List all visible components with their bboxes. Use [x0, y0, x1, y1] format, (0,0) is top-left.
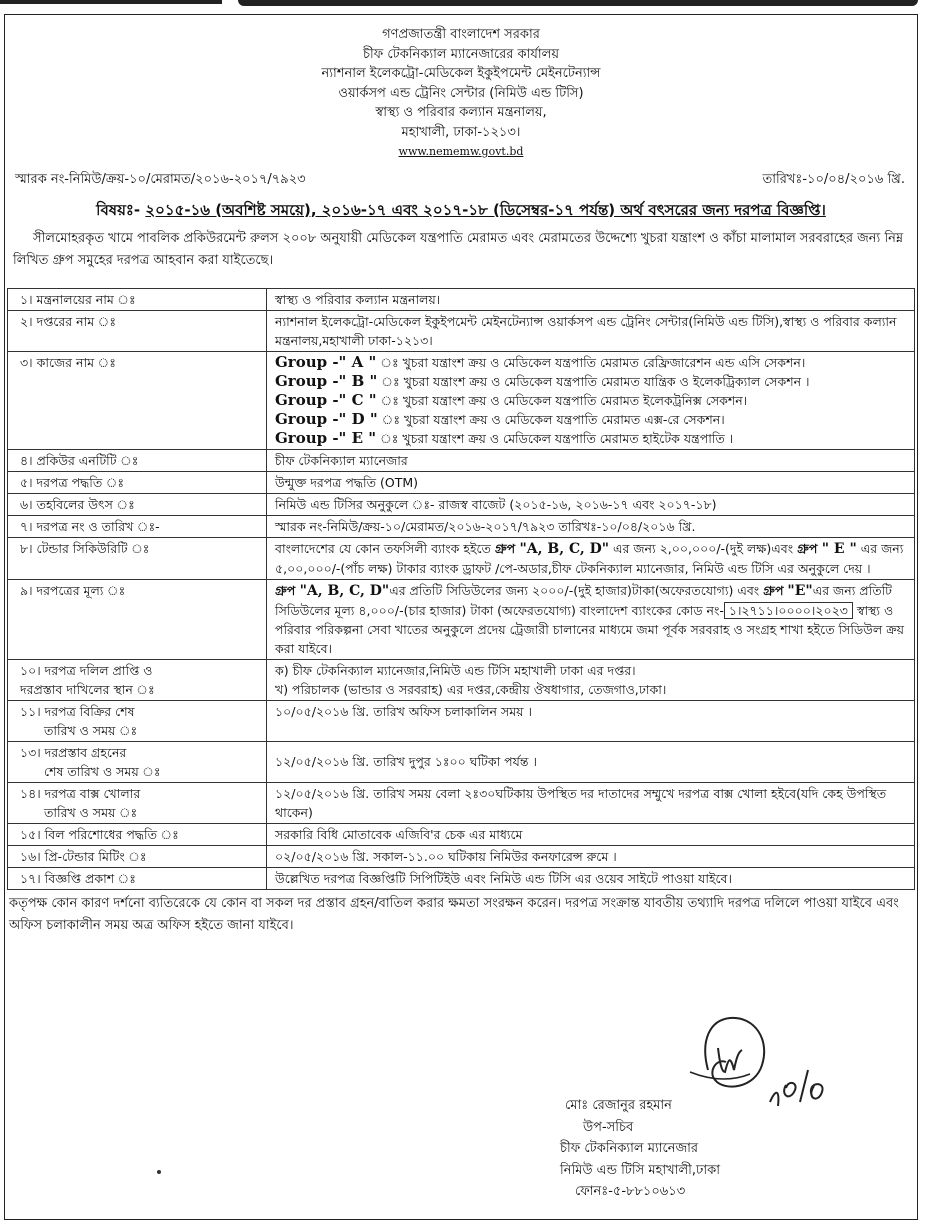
group-d: Group -" D " ঃ খুচরা যন্ত্রাংশ ক্রয় ও মেডিকেল যন্ত্রপাতি মেরামত এক্স-রে সেকশন।	[275, 409, 725, 428]
row-label: ১১। দরপত্র বিক্রির শেষ তারিখ ও সময় ঃ	[8, 700, 267, 741]
row-value: উন্মুক্ত দরপত্র পদ্ধতি (OTM)	[267, 471, 915, 493]
row-value: ১২/০৫/২০১৬ খ্রি. তারিখ সময় বেলা ২ঃ৩০ঘটিকায় উপস্থিত দর দাতাদের সম্মুখে দরপত্র বাক্স খোলা হইবে(যদি কেহ উপস্থিত থাকেন)	[267, 782, 915, 823]
table-row	[8, 823, 915, 845]
signatory-name: মোঃ রেজানুর রহমান	[565, 1098, 672, 1113]
table-row	[8, 741, 915, 782]
signature-block	[560, 1000, 900, 1200]
row-label: ১৬। প্রি-টেন্ডার মিটিং ঃ	[8, 845, 267, 867]
table-row	[8, 845, 915, 867]
bank-code-box: ১।২৭১১।০০০০।২০২৩	[724, 602, 853, 619]
table-row	[8, 579, 915, 659]
table-row	[8, 351, 915, 449]
group-e: Group -" E " ঃ খুচরা যন্ত্রাংশ ক্রয় ও মেডিকেল যন্ত্রপাতি মেরামত হাইটেক যন্ত্রপাতি ।	[275, 428, 734, 447]
row-label: ৬। তহবিলের উৎস ঃ	[8, 493, 267, 515]
table-row	[8, 471, 915, 493]
org-name-2: ওয়ার্কসপ এন্ড ট্রেনিং সেন্টার (নিমিউ এন্ড টিসি)	[338, 85, 584, 101]
memo-ref: স্মারক নং-নিমিউ/ক্রয়-১০/মেরামত/২০১৬-২০১৭/৭৯২৩	[15, 171, 306, 187]
row-label: ১৫। বিল পরিশোধের পদ্ধতি ঃ	[8, 823, 267, 845]
group-a: Group -" A " ঃ খুচরা যন্ত্রাংশ ক্রয় ও মেডিকেল যন্ত্রপাতি মেরামত রেফ্রিজারেশন এন্ড এসি সেকশন।	[275, 352, 806, 371]
website-link[interactable]: www.nememw.govt.bd	[398, 145, 524, 158]
group-list	[267, 351, 915, 449]
row-label: ৪। প্রকিউর এনটিটি ঃ	[8, 449, 267, 471]
row-value: ন্যাশনাল ইলেকট্রো-মেডিকেল ইকুইপমেন্ট মেইনটেন্যান্স ওয়ার্কসপ এন্ড ট্রেনিং সেন্টার(নিমিউ এন্ড টিসি),স্বাস্থ্য ও পরিবার কল্যান মন্ত্রনালয়,মহাখালী ঢাকা-১২১৩।	[267, 310, 915, 351]
ministry-name: স্বাস্থ্য ও পরিবার কল্যান মন্ত্রনালয়,	[375, 105, 547, 120]
table-row	[8, 310, 915, 351]
table-row	[8, 537, 915, 579]
row-value: ক) চীফ টেকনিক্যাল ম্যানেজার,নিমিউ এন্ড টিসি মহাখালী ঢাকা এর দপ্তর। খ) পরিচালক (ভান্ডার ও সরবরাহ) এর দপ্তর,কেন্দ্রীয় ঔষধাগার, তেজগাও,ঢাকা।	[267, 659, 915, 700]
closing-paragraph: কতৃপক্ষ কোন কারণ দর্শনো ব্যতিরেকে যে কোন বা সকল দর প্রস্তাব গ্রহন/বাতিল করার ক্ষমতা সংরক্ষন করেন। দরপত্র সংক্রান্ত যাবতীয় তথ্যাদি দরপত্র দলিলে পাওয়া যাইবে এবং অফিস চলাকালীন সময় অত্র অফিস হইতে জানা যাইবে।	[9, 895, 899, 933]
signatory-details	[560, 1095, 720, 1203]
tender-details-table	[7, 288, 915, 890]
table-row	[8, 288, 915, 310]
row-value: ০২/০৫/২০১৬ খ্রি. সকাল-১১.০০ ঘটিকায় নিমিউর কনফারেন্স রুমে ।	[267, 845, 915, 867]
tender-price-value: গ্রুপ "A, B, C, D"এর প্রতিটি সিডিউলের জন্য ২০০০/-(দুই হাজার)টাকা(অফেরতযোগ্য) এবং গ্রুপ "E"এর জন্য প্রতিটি সিডিউলের মূল্য ৪,০০০/-(চার হাজার) টাকা (অফেরতযোগ্য) বাংলাদেশ ব্যাংকের কোড নং- ১।২৭১১।০০০০।২০২৩ স্বাস্থ্য ও পরিবার পরিকল্পনা সেবা খাতের অনুকুলে প্রদেয় ট্রেজারী চালানের মাধ্যমে জমা পূর্বক সরবরাহ ও সংগ্রহ শাখা হইতে সিডিউল ক্রয় করা যাইবে।	[267, 579, 915, 659]
stray-mark	[157, 1170, 161, 1174]
row-label: ১০। দরপত্র দলিল প্রাপ্তি ও দরপ্রস্তাব দাখিলের স্থান ঃ	[8, 659, 267, 700]
top-border-left	[0, 0, 222, 4]
tender-security-value: বাংলাদেশের যে কোন তফসিলী ব্যাংক হইতে গ্রুপ "A, B, C, D" এর জন্য ২,০০,০০০/-(দুই লক্ষ)এবং গ্রুপ " E " এর জন্য ৫,০০,০০০/-(পাঁচ লক্ষ) টাকার ব্যাংক ড্রাফট /পে-অডার,চীফ টেকনিক্যাল ম্যানেজার, নিমিউ এন্ড টিসি এর অনুকুলে দেয় ।	[267, 537, 915, 579]
subject-line	[5, 191, 917, 224]
row-label: ২। দপ্তরের নাম ঃ	[8, 310, 267, 351]
group-c: Group -" C " ঃ খুচরা যন্ত্রাংশ ক্রয় ও মেডিকেল যন্ত্রপাতি মেরামত ইলেকট্রনিক্স সেকশন।	[275, 390, 748, 409]
subject-text: ২০১৫-১৬ (অবশিষ্ট সময়ে), ২০১৬-১৭ এবং ২০১৭-১৮ (ডিসেম্বর-১৭ পর্যন্ত) অর্থ বৎসরের জন্য দরপত্র বিজ্ঞপ্তি।	[145, 200, 826, 219]
table-row	[8, 493, 915, 515]
table-row	[8, 659, 915, 700]
row-value: নিমিউ এন্ড টিসির অনুকুলে ঃ- রাজস্ব বাজেট (২০১৫-১৬, ২০১৬-১৭ এবং ২০১৭-১৮)	[267, 493, 915, 515]
signatory-office: নিমিউ এন্ড টিসি মহাখালী,ঢাকা	[560, 1162, 720, 1178]
org-name-1: ন্যাশনাল ইলেকট্রো-মেডিকেল ইকুইপমেন্ট মেইনটেন্যান্স	[321, 66, 601, 81]
row-label: ৮। টেন্ডার সিকিউরিটি ঃ	[8, 537, 267, 579]
group-b: Group -" B " ঃ খুচরা যন্ত্রাংশ ক্রয় ও মেডিকেল যন্ত্রপাতি মেরামত যান্ত্রিক ও ইলেকট্রিক্যাল সেকশন ।	[275, 371, 810, 390]
row-value: চীফ টেকনিক্যাল ম্যানেজার	[267, 449, 915, 471]
signatory-designation: উপ-সচিব	[583, 1119, 634, 1135]
row-value: ১০/০৫/২০১৬ খ্রি. তারিখ অফিস চলাকালিন সময় ।	[267, 700, 915, 741]
row-label: ১৪। দরপত্র বাক্স খোলার তারিখ ও সময় ঃ	[8, 782, 267, 823]
office-name: চীফ টেকনিক্যাল ম্যানেজারের কার্যালয়	[362, 46, 560, 62]
row-value: স্বাস্থ্য ও পরিবার কল্যান মন্ত্রনালয়।	[267, 288, 915, 310]
intro-paragraph: সীলমোহরকৃত খামে পাবলিক প্রকিউরমেন্ট রুলস ২০০৮ অনুযায়ী মেডিকেল যন্ত্রপাতি মেরামত এবং মেরামতের উদ্দেশ্যে খুচরা যন্ত্রাংশ ও কাঁচা মালামাল সরবরাহের জন্য নিম্ন লিখিত গ্রুপ সমুহের দরপত্র আহবান করা যাইতেছে।	[13, 230, 904, 268]
row-value: স্মারক নং-নিমিউ/ক্রয়-১০/মেরামত/২০১৬-২০১৭/৭৯২৩ তারিখঃ-১০/০৪/২০১৬ খ্রি.	[267, 515, 915, 537]
row-label: ৫। দরপত্র পদ্ধতি ঃ	[8, 471, 267, 493]
memo-date: তারিখঃ-১০/০৪/২০১৬ খ্রি.	[762, 171, 905, 187]
row-label: ১। মন্ত্রনালয়ের নাম ঃ	[8, 288, 267, 310]
subject-prefix: বিষয়ঃ-	[96, 200, 146, 219]
top-border-right	[238, 0, 918, 6]
signatory-phone: ফোনঃ-৫-৮৮১০৬১৩	[575, 1184, 686, 1199]
row-label: ৭। দরপত্র নং ও তারিখ ঃ-	[8, 515, 267, 537]
letterhead	[5, 15, 917, 162]
row-label: ৩। কাজের নাম ঃ	[8, 351, 267, 449]
table-row	[8, 515, 915, 537]
row-label: ৯। দরপত্রের মূল্য ঃ	[8, 579, 267, 659]
row-value: সরকারি বিধি মোতাবেক এজিবি'র চেক এর মাধ্যমে	[267, 823, 915, 845]
office-address: মহাখালী, ঢাকা-১২১৩।	[401, 124, 521, 140]
signatory-title: চীফ টেকনিক্যাল ম্যানেজার	[560, 1141, 699, 1156]
govt-name: গণপ্রজাতন্ত্রী বাংলাদেশ সরকার	[382, 27, 540, 42]
row-label: ১৭। বিজ্ঞপ্তি প্রকাশ ঃ	[8, 867, 267, 889]
table-row	[8, 449, 915, 471]
row-value: উল্লেখিত দরপত্র বিজ্ঞপ্তিটি সিপিটিইউ এবং নিমিউ এন্ড টিসি এর ওয়েব সাইটে পাওয়া যাইবে।	[267, 867, 915, 889]
table-row	[8, 867, 915, 889]
table-row	[8, 700, 915, 741]
table-row	[8, 782, 915, 823]
memo-row	[5, 162, 917, 191]
row-label: ১৩। দরপ্রস্তাব গ্রহনের শেষ তারিখ ও সময় ঃ	[8, 741, 267, 782]
row-value: ১২/০৫/২০১৬ খ্রি. তারিখ দুপুর ১ঃ০০ ঘটিকা পর্যন্ত ।	[267, 741, 915, 782]
